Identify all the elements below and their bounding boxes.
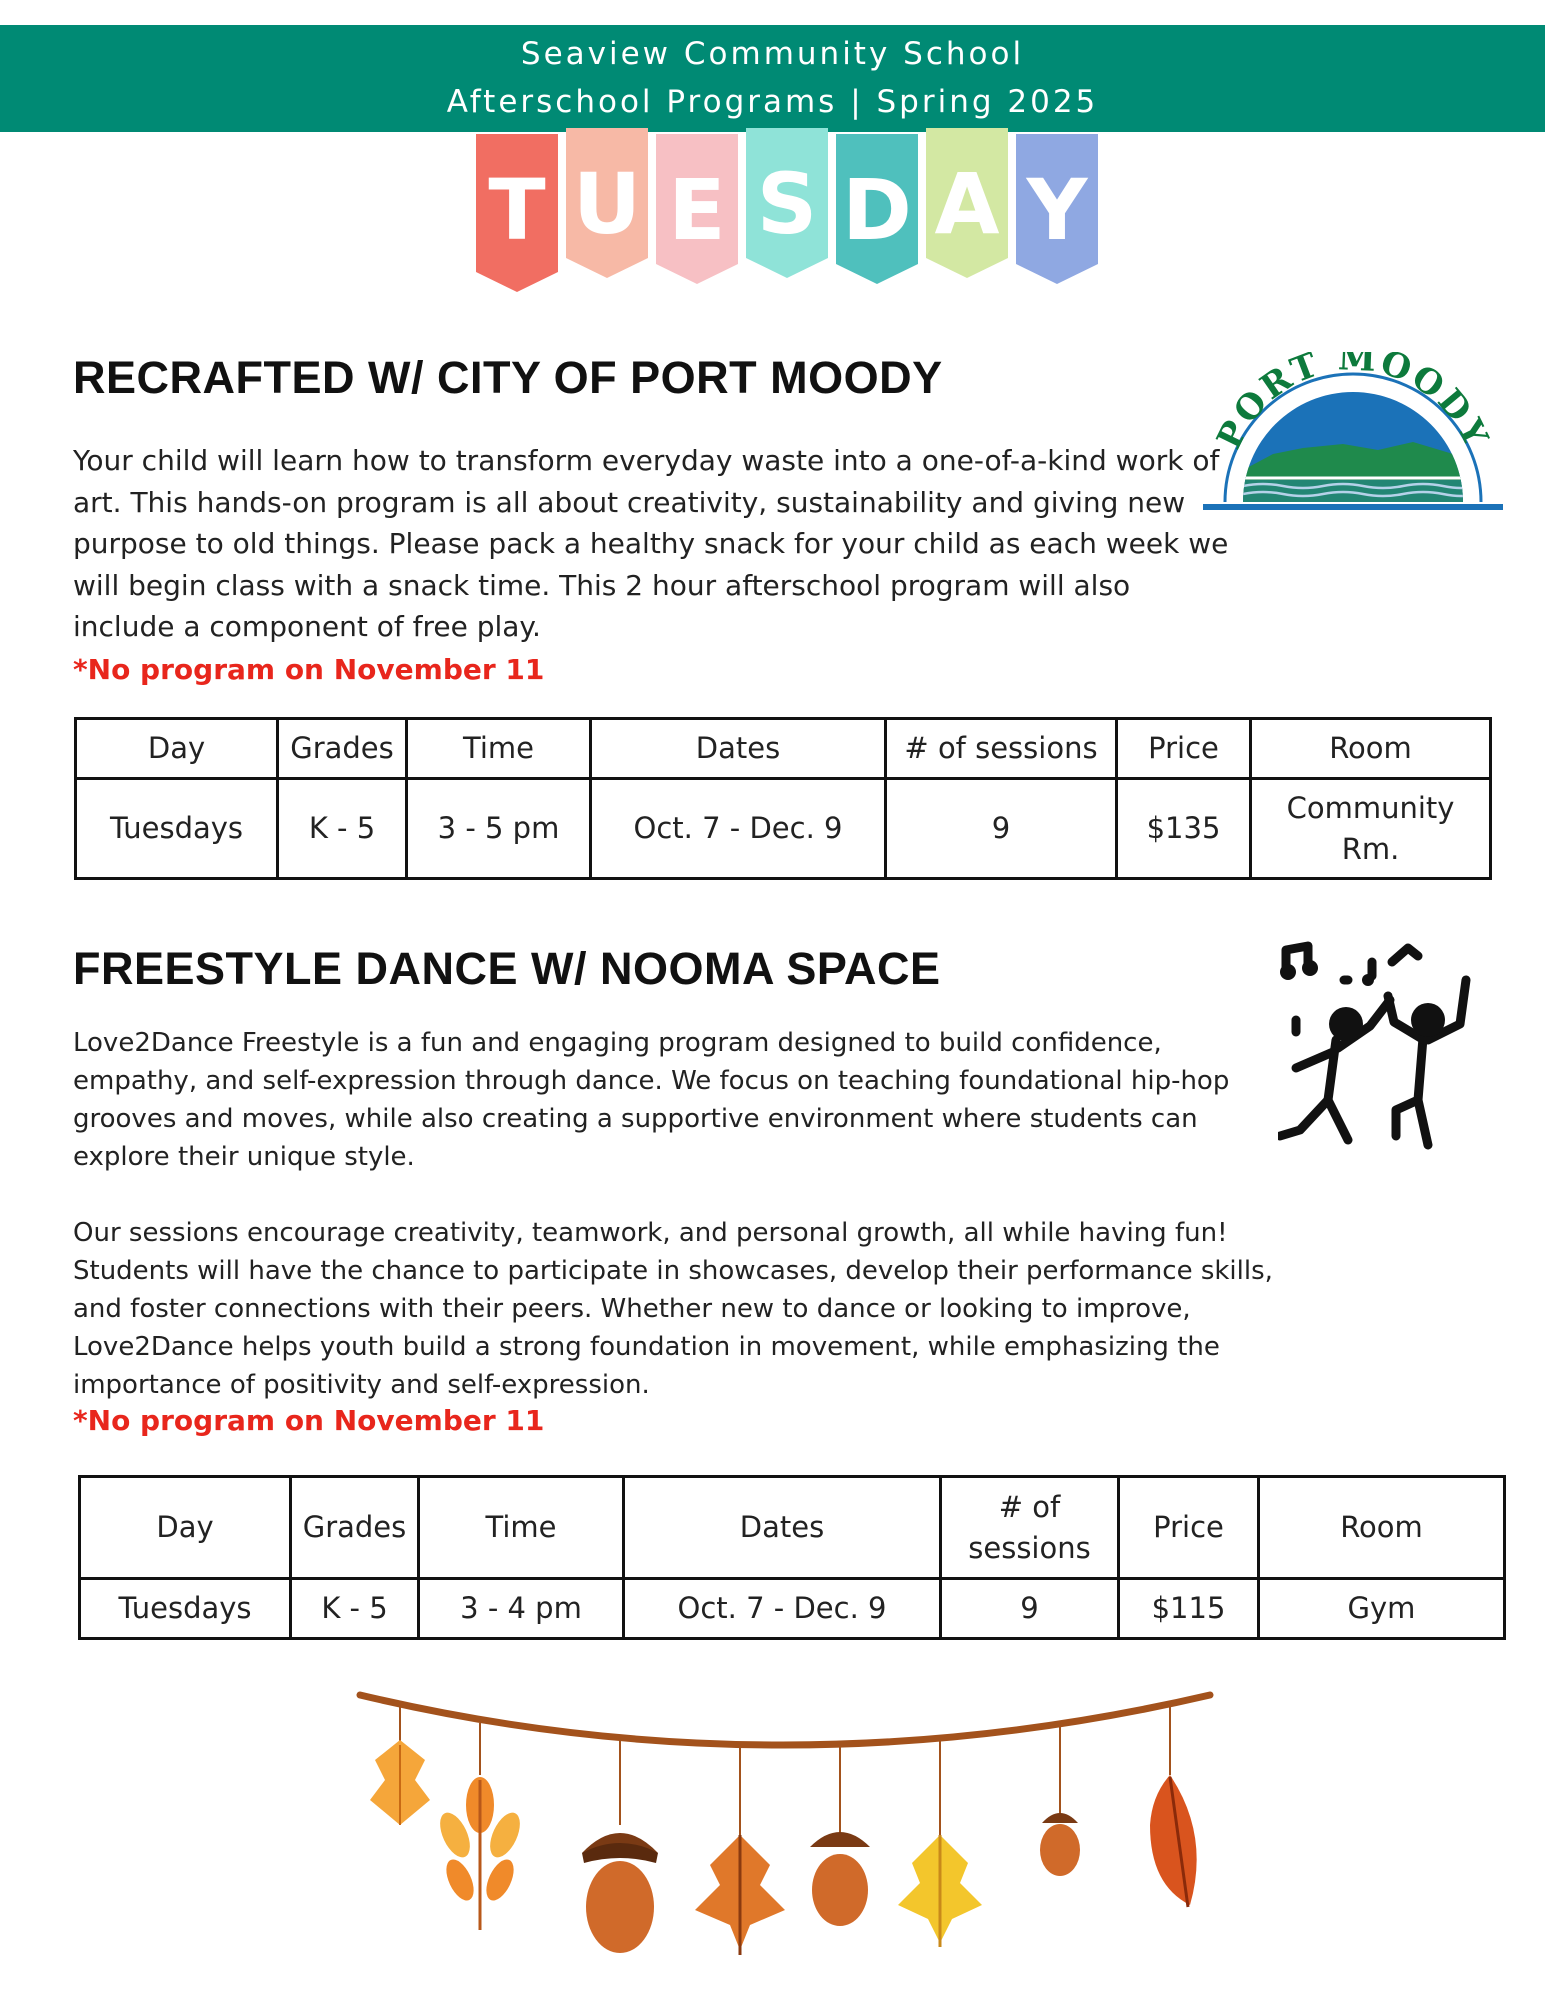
table-header-row bbox=[76, 719, 1491, 779]
port-moody-logo bbox=[1203, 352, 1503, 526]
svg-text:PORT MOODY: PORT MOODY bbox=[1209, 352, 1497, 456]
cell-day: Tuesdays bbox=[76, 779, 278, 879]
cell-sessions: 9 bbox=[886, 779, 1117, 879]
program2-description-1: Love2Dance Freestyle is a fun and engaging program designed to build confidence, empathy, and self-expression through dance. We focus on teaching foundational hip-hop grooves and moves, while also creating a supportive environment where students can explore their unique style. bbox=[73, 1028, 1230, 1172]
cell-grades: K - 5 bbox=[278, 779, 407, 879]
program2-description-2: Our sessions encourage creativity, teamwork, and personal growth, all while having fun! Students will have the chance to participate in showcases, develop their performance skills, and foster connections with their peers. Whether new to dance or looking to improve, Love2Dance helps youth build a strong foundation in movement, while emphasizing the importance of positivity and self-expression. bbox=[73, 1218, 1273, 1400]
program1-no-program-note: *No program on November 11 bbox=[73, 653, 545, 686]
header-time: Time bbox=[419, 1477, 624, 1579]
header-time: Time bbox=[407, 719, 591, 779]
program1-schedule-table bbox=[74, 717, 1492, 880]
cell-grades: K - 5 bbox=[291, 1579, 419, 1639]
dancers-icon bbox=[1278, 940, 1498, 1164]
table-row bbox=[80, 1579, 1505, 1639]
banner-letter: U bbox=[572, 155, 642, 253]
banner-flag-e bbox=[656, 134, 738, 284]
program1-title: RECRAFTED W/ CITY OF PORT MOODY bbox=[73, 352, 943, 403]
banner-letter: E bbox=[668, 161, 726, 259]
header-room: Room bbox=[1251, 719, 1491, 779]
header-price: Price bbox=[1119, 1477, 1259, 1579]
banner-flag-a bbox=[926, 128, 1008, 278]
cell-room: Gym bbox=[1259, 1579, 1505, 1639]
banner-letter: D bbox=[842, 161, 912, 259]
table-header-row bbox=[80, 1477, 1505, 1579]
banner-flag-d bbox=[836, 134, 918, 284]
header-day: Day bbox=[80, 1477, 291, 1579]
banner-letter: Y bbox=[1026, 161, 1088, 259]
header-price: Price bbox=[1117, 719, 1251, 779]
header-grades: Grades bbox=[291, 1477, 419, 1579]
banner-flag-u bbox=[566, 128, 648, 278]
cell-time: 3 - 4 pm bbox=[419, 1579, 624, 1639]
banner-letter: A bbox=[934, 155, 1000, 253]
program2-schedule-table bbox=[78, 1475, 1506, 1640]
banner-letter: S bbox=[756, 155, 818, 253]
cell-sessions: 9 bbox=[941, 1579, 1119, 1639]
header-day: Day bbox=[76, 719, 278, 779]
program1-description: Your child will learn how to transform everyday waste into a one-of-a-kind work of art. This hands-on program is all about creativity, sustainability and giving new purpose to old things. Please pack a healthy snack for your child as each week we will begin class with a snack time. This 2 hour afterschool program will also include a component of free play. bbox=[73, 444, 1229, 643]
table-row bbox=[76, 779, 1491, 879]
tuesday-banner bbox=[470, 128, 1100, 312]
autumn-garland bbox=[320, 1685, 1240, 1979]
header-sessions: # of sessions bbox=[886, 719, 1117, 779]
cell-day: Tuesdays bbox=[80, 1579, 291, 1639]
header-dates: Dates bbox=[624, 1477, 941, 1579]
banner-flag-s bbox=[746, 128, 828, 278]
program-subtitle: Afterschool Programs | Spring 2025 bbox=[446, 84, 1099, 120]
school-name: Seaview Community School bbox=[520, 36, 1025, 72]
banner-letter: T bbox=[488, 161, 546, 259]
banner-flags bbox=[470, 128, 1100, 308]
page-header bbox=[0, 25, 1545, 132]
header-grades: Grades bbox=[278, 719, 407, 779]
cell-time: 3 - 5 pm bbox=[407, 779, 591, 879]
cell-dates: Oct. 7 - Dec. 9 bbox=[591, 779, 886, 879]
program2-title: FREESTYLE DANCE W/ NOOMA SPACE bbox=[73, 943, 941, 994]
cell-dates: Oct. 7 - Dec. 9 bbox=[624, 1579, 941, 1639]
header-sessions: # of sessions bbox=[941, 1477, 1119, 1579]
banner-flag-t bbox=[476, 134, 558, 292]
header-room: Room bbox=[1259, 1477, 1505, 1579]
cell-price: $135 bbox=[1117, 779, 1251, 879]
banner-flag-y bbox=[1016, 134, 1098, 284]
cell-room: Community Rm. bbox=[1251, 779, 1491, 879]
header-dates: Dates bbox=[591, 719, 886, 779]
cell-price: $115 bbox=[1119, 1579, 1259, 1639]
program2-no-program-note: *No program on November 11 bbox=[73, 1404, 545, 1437]
